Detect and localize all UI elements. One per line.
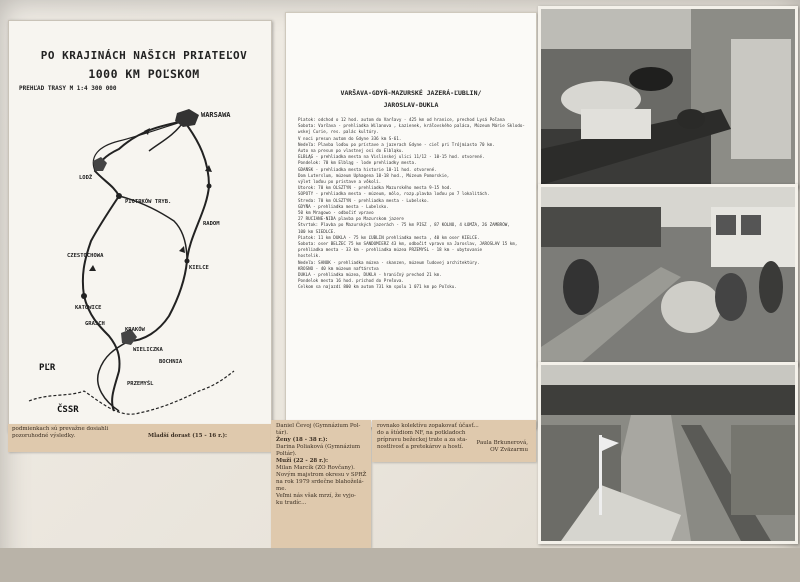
itinerary-line: Nedeľa: Plavba loďou po prístave a jazerach Gdyne - cieľ pri Trójmiasto 70 km. bbox=[298, 141, 495, 147]
city-label-bochnia: BOCHNIA bbox=[159, 359, 183, 365]
map-scale-label: PREHĽAD TRASY M 1:4 300 000 bbox=[19, 85, 117, 92]
photo-boat-on-rail-incline bbox=[538, 184, 798, 366]
city-label-radom: RADOM bbox=[203, 221, 220, 227]
itinerary-line: Dom Luterslum, múzeum Uphagena 10-18 hod., Múzeum Pomorskie, bbox=[298, 172, 450, 178]
itinerary-title-line2: JAROSLAV-DUKLA bbox=[383, 101, 439, 109]
photo-boat-on-rail-incline-image bbox=[541, 187, 795, 363]
city-label-czestochowa: CZESTOCHOWA bbox=[67, 253, 104, 259]
newspaper-clipping-a bbox=[8, 424, 273, 452]
warsaw-city-shape bbox=[175, 109, 199, 127]
city-label-katowice: KATOWICE bbox=[75, 305, 102, 311]
photo-people-on-boat-deck bbox=[538, 6, 798, 188]
clipping-text: tár). bbox=[276, 430, 289, 436]
lodz-city-shape bbox=[93, 157, 107, 171]
direction-arrow-icon bbox=[179, 246, 185, 253]
clipping-signature-name: Paula Brkunerová, bbox=[476, 440, 528, 446]
clipping-text: Milan Marcík (ZO Rovčany). bbox=[276, 465, 355, 471]
route-line bbox=[93, 121, 184, 171]
clipping-text: prípravu bežeckej trate a za sta- bbox=[377, 437, 468, 443]
clipping-text: Veľmi nás však mrzí, že vyjo- bbox=[276, 493, 356, 499]
itinerary-line: GDAŃSK - prehliadka mesta historie 10-11 hod. otvorené. bbox=[298, 166, 437, 172]
itinerary-line: prehliadka mesta - 33 km - prehliadka múzea PRZEMYŚL - 18 km - ubytovanie bbox=[298, 247, 483, 253]
itinerary-line: SOPOTY - prehliadka mesta - múzeum, mólo, rozp.plavba loďou po 7 lokalitách. bbox=[298, 191, 490, 197]
newspaper-clipping-b bbox=[271, 420, 371, 548]
country-label-poland: PĽR bbox=[39, 363, 56, 373]
itinerary-line: Pondelok: 70 km Elbląg - lode prehliadky mesta. bbox=[298, 160, 417, 166]
photo-canal-slipway-view-image bbox=[541, 365, 795, 541]
itinerary-line: ELBLĄG - prehliadka mesta na Vislinskej ulici 11/12 - 10-15 hod. otvorené. bbox=[298, 154, 485, 160]
itinerary-line: wskej Curie, res. palác kultúry. bbox=[298, 129, 379, 135]
clipping-heading: Ženy (18 - 38 r.): bbox=[276, 437, 328, 443]
itinerary-line: V noci presun autom do Gdyne 336 km S-61. bbox=[298, 135, 402, 141]
city-label-piotrkow: PIOTRKÓW TRYB. bbox=[125, 199, 172, 205]
city-dot bbox=[207, 184, 212, 189]
clipping-text: podmienkach sú prevažne dosiahli bbox=[12, 426, 109, 432]
city-label-przemysl: PRZEMYŚL bbox=[127, 381, 154, 387]
direction-arrow-icon bbox=[89, 265, 96, 271]
itinerary-line: GDYŇA - prehliadka mesta - Lubelsko. bbox=[298, 203, 389, 209]
itinerary-line: Štvrtok: Plavba po Mazurských jazerách - 75 km PISZ , 87 KOLNO, 4 ŁOMŻA, 26 ZAMBRÓW, bbox=[298, 222, 510, 228]
clipping-heading: Muži (22 - 28 r.): bbox=[276, 458, 329, 464]
photo-people-on-boat-deck-image bbox=[541, 9, 795, 185]
album-page-edge bbox=[0, 548, 800, 582]
itinerary-line: Piatok: 11 km DUKLA - 75 km ĽUBLIN prehliadka mesta , 40 km oser KIELCE. bbox=[298, 234, 480, 240]
itinerary-line: Streda: 70 km OLSZTYN - prehliadka mesta - Lubelsko. bbox=[298, 197, 430, 203]
itinerary-line: 50 km Mragowo - odbočiť vpravo bbox=[298, 210, 374, 216]
itinerary-line: Pondelok mesta 16 hod. príchod do Prešova. bbox=[298, 278, 404, 284]
clipping-text: pozoruhodné výsledky. bbox=[12, 433, 76, 439]
itinerary-line: Utorok: 70 km OLSZTYN - prehliadka Mazurského mesta 9-15 hod. bbox=[298, 185, 452, 191]
itinerary-line: Sobota: Varšava - prehliadka Wilanova , Łazienek, kráľovského paláca, Múzeum Márie Sklodo- bbox=[298, 123, 525, 129]
itinerary-line: 100 km SIEDLCE. bbox=[298, 228, 336, 234]
itinerary-line: 27 RUCIANE-NIDA plavba po Mazurskom jazere bbox=[298, 216, 404, 222]
route-map-sheet bbox=[8, 20, 272, 432]
clipping-text: rovnako kolektívu zopakovať účasť... bbox=[377, 423, 479, 429]
city-dot bbox=[116, 193, 122, 199]
photo-canal-slipway-view bbox=[538, 362, 798, 544]
clipping-text: Poltár). bbox=[276, 451, 297, 457]
city-dot bbox=[81, 293, 87, 299]
city-label-kielce: KIELCE bbox=[189, 265, 209, 271]
itinerary-line: Celkom sa najazdí 800 km autom 731 km spolu 1 071 km po Poľsku. bbox=[298, 284, 457, 290]
route-line bbox=[129, 121, 209, 341]
city-label-warsawa: WARSAWA bbox=[201, 111, 231, 119]
itinerary-line: Piatok: odchod o 12 hod. autom do Varšavy - 425 km od hranice, prechod Lysá Poľana bbox=[298, 117, 505, 122]
itinerary-line: Sobota: oser BELŻEC 75 km SANDOMIERZ 43 km, odbočiť vpravo na Jaroslav, JAROSLAV 15 km, bbox=[298, 241, 518, 247]
city-label-lodz: LODŽ bbox=[79, 175, 93, 181]
clipping-text: Darina Poliaková (Gymnázium bbox=[276, 444, 361, 450]
map-title-line2: 1000 KM POĽSKOM bbox=[88, 67, 200, 81]
itinerary-sheet bbox=[285, 12, 537, 428]
clipping-text: Novým majstrom okresu v SPRŽ bbox=[276, 472, 367, 478]
itinerary-title-line1: VARŠAVA-GDYŇ-MAZURSKÉ JAZERÁ-ĽUBLIN/ bbox=[340, 89, 482, 97]
clipping-text: nostlivosť a pretekárov a hostí. bbox=[377, 444, 464, 450]
clipping-text: me. bbox=[276, 486, 287, 492]
city-dot bbox=[185, 259, 190, 264]
city-label-pszczyna: GRASCH bbox=[85, 321, 105, 327]
clipping-signature bbox=[477, 440, 528, 454]
clipping-text: ku tradíc... bbox=[276, 500, 307, 506]
clipping-heading: Mladší dorast (15 - 16 r.): bbox=[148, 433, 228, 439]
itinerary-line: DUKLA - prehliadka múzea, DUKLA - hraničný prechod 21 km. bbox=[298, 272, 442, 278]
route-line bbox=[98, 341, 129, 411]
clipping-text: na rok 1979 srdečne blahoželá- bbox=[276, 479, 364, 485]
itinerary-text bbox=[298, 117, 528, 291]
route-line bbox=[119, 196, 187, 261]
clipping-signature-org: OV Zväzarmu bbox=[490, 447, 528, 453]
newspaper-clipping-c bbox=[372, 420, 536, 462]
itinerary-line: hostelik. bbox=[298, 253, 321, 259]
itinerary-line: Nedeľa: SANOK - prehliadka múzea - skanzen, múzeum ľudovej architektúry. bbox=[298, 259, 480, 265]
city-label-krakow: KRAKÓW bbox=[125, 327, 145, 333]
country-label-czechoslovakia: ČSSR bbox=[57, 405, 79, 415]
city-label-wieliczka: WIELICZKA bbox=[133, 347, 163, 353]
clipping-text: do a štúdiom NF, na potkladoch bbox=[377, 430, 466, 436]
itinerary-line: Auto na presun po vlastnej osi do Elbląku. bbox=[298, 148, 404, 154]
itinerary-line: výlet loďou po prístave a vôkolí. bbox=[298, 179, 382, 185]
itinerary-line: KROSNO - 40 km múzeum naftárstva bbox=[298, 265, 379, 271]
map-title-line1: PO KRAJINÁCH NAŠICH PRIATEĽOV bbox=[40, 49, 248, 62]
clipping-text: Daniel Čevoj (Gymnázium Pol- bbox=[276, 423, 361, 429]
